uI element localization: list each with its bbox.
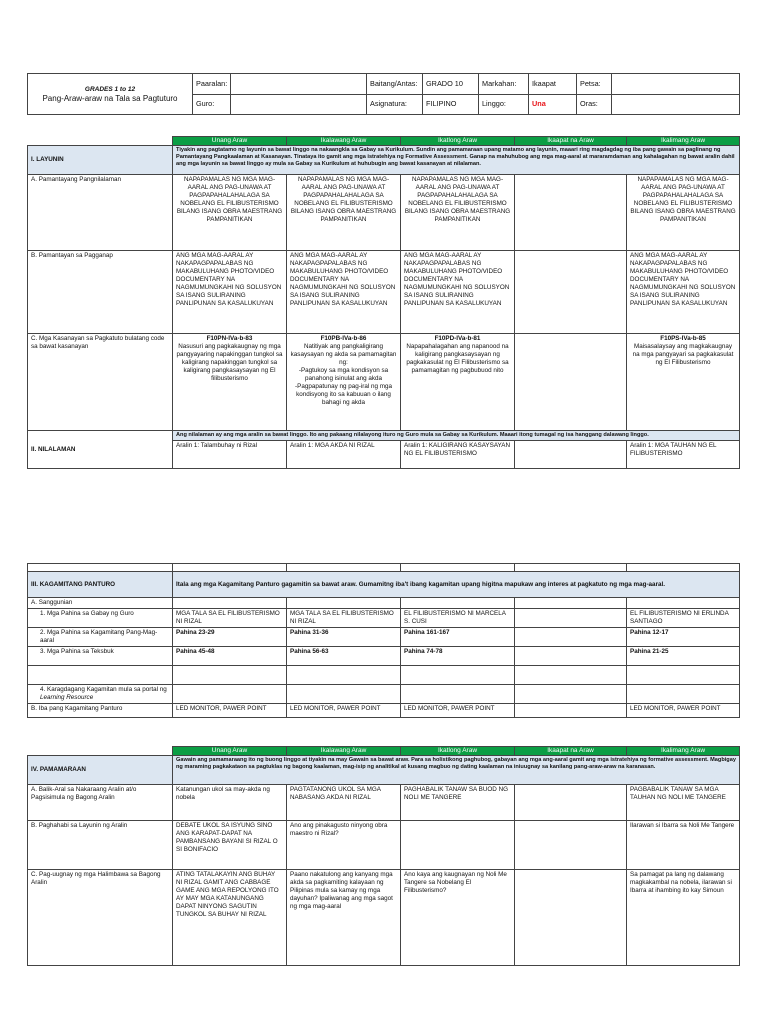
sanggunian-label: A. Sanggunian [28,598,173,609]
pag-uugnay-day-1: ATING TATALAKAYIN ANG BUHAY NI RIZAL GAMIT ANG CABBAGE GAME ANG MGA REPOLYONG ITO AY MAY MGA KATANUNGANG DAPAT NINYONG SAGUTIN TUNGKOL SA BUHAY NI RIZAL [173,870,287,966]
pagganap-day-1: ANG MGA MAG-AARAL AY NAKAPAGPAPALABAS NG MAKABULUHANG PHOTO/VIDEO DOCUMENTARY NA NAGMUMUNGKAHI NG SOLUSYON SA ISANG SULIRANING PANLIPUNAN SA KASALUKUYAN [173,251,287,334]
kagamitang-day-3: Pahina 161-167 [401,628,515,647]
gabay-day-3: EL FILIBUSTERISMO NI MARCELA S. CUSI [401,609,515,628]
balik-aral-day-2: PAGTATANONG UKOL SA MGA NABASANG AKDA NI RIZAL [287,785,401,821]
petsa-field[interactable] [612,74,740,95]
pangnilalaman-day-1: NAPAPAMALAS NG MGA MAG-AARAL ANG PAG-UNAWA AT PAGPAPAHALAHALAGA SA NOBELANG EL FILIBUSTERISMO BILANG ISANG OBRA MAESTRANG PAMPANITIKAN [173,175,287,251]
header-title-cell [28,74,193,115]
teksbuk-day-2: Pahina 56-63 [287,647,401,666]
nilalaman-heading: II. NILALAMAN [28,431,173,469]
paghahabi-label: B. Paghahabi sa Layunin ng Aralin [28,821,173,870]
day-header-2: Ikalawang Araw [287,137,401,146]
kagamitang-day-2: Pahina 31-36 [287,628,401,647]
teksbuk-day-3: Pahina 74-78 [401,647,515,666]
kagamitang-label: 2. Mga Pahina sa Kagamitang Pang-Mag-aaral [28,628,173,647]
layunin-table [27,136,740,469]
pagkatuto-day-2 [287,334,401,431]
day-header-1: Unang Araw [173,137,287,146]
pag-uugnay-day-2: Paano nakatulong ang kanyang mga akda sa pagkamiting kalayaan ng Pilipinas mula sa kamay ng mga dayuhan? Ipaliwanag ang mga sagot ng mga mag-aaral [287,870,401,966]
baitang-field[interactable]: GRADO 10 [423,74,479,95]
pagkatuto-code-3: F10PD-IVa-b-81 [434,335,481,342]
pagkatuto-text-1: Nasusuri ang pagkakaugnay ng mga pangyayaring napakinggan tungkol sa kaligirang napakinggan tungkol sa kaligirang pangkasaysayan ng El filibusterismo [176,343,283,382]
pangnilalaman-label: A. Pamantayang Pangnilalaman [28,175,173,251]
kagamitang-day-5: Pahina 12-17 [627,628,740,647]
baitang-label: Baitang/Antas: [367,74,423,95]
teksbuk-label: 3. Mga Pahina sa Teksbuk [28,647,173,666]
asignatura-field[interactable]: FILIPINO [423,94,479,115]
karagdagan-label-italic: Learning Resource [40,694,94,701]
pag-uugnay-day-3: Ano kaya ang kaugnayan ng Noli Me Tangere sa Nobelang El Filibusterismo? [401,870,515,966]
pagkatuto-day-1 [173,334,287,431]
pagkatuto-code-2: F10PB-IVa-b-86 [320,335,367,342]
gabay-day-4 [515,609,627,628]
iba-day-2: LED MONITOR, PAWER POINT [287,704,401,718]
gabay-day-5: EL FILIBUSTERISMO NI ERLINDA SANTIAGO [627,609,740,628]
day-header-2: Ikalawang Araw [287,747,401,756]
pangnilalaman-day-5: NAPAPAMALAS NG MGA MAG-AARAL ANG PAG-UNAWA AT PAGPAPAHALAHALAGA SA NOBELANG EL FILIBUSTERISMO BILANG ISANG OBRA MAESTRANG PAMPANITIKAN [627,175,740,251]
header-table [27,73,740,115]
paghahabi-day-2: Ano ang pinakagusto ninyong obra maestro ni Rizal? [287,821,401,870]
kagamitang-day-1: Pahina 23-29 [173,628,287,647]
pagkatuto-day-4 [515,334,627,431]
kagamitan-description: Itala ang mga Kagamitang Panturo gagamitin sa bawat araw. Gumamitng iba't ibang kagamitan upang higitna mapukaw ang interes at pagkatuto ng mga mag-aaral. [173,572,740,598]
nilalaman-description: Ang nilalaman ay ang mga aralin sa bawat linggo. Ito ang pakaang nilalayong ituro ng Guro mula sa Gabay sa Kurikulum. Maaari itong tumagal ng isa hanggang dalawang linggo. [173,431,740,441]
paghahabi-day-5: Ilarawan si Ibarra sa Noli Me Tangere [627,821,740,870]
pagganap-label: B. Pamantayan sa Pagganap [28,251,173,334]
pag-uugnay-label: C. Pag-uugnay ng mga Halimbawa sa Bagong Aralin [28,870,173,966]
grades-label: GRADES 1 to 12 [84,85,136,93]
paaralan-label: Paaralan: [193,74,231,95]
nilalaman-day-2: Aralin 1: MGA AKDA NI RIZAL [287,441,401,469]
karagdagan-label-main: 4. Karagdagang Kagamitan mula sa portal ng [40,686,167,693]
pamamaraan-description: Gawain ang pamamaraang ito ng buong linggo at tiyakin na may Gawain sa bawat araw. Para sa holistikong paghubog, gabayan ang mga ang-aaral gamit ang mga istratehiya ng formative assessment. Magbigay ng maraming pagkakataon sa pagtuklas ng bagong kaalaman, mag-isip ng analitikal at kusang magbuo ng dating kaalaman na iniuugnay sa kanilang pang-araw-araw na karanasan. [173,756,740,785]
nilalaman-day-4 [515,441,627,469]
pangnilalaman-day-2: NAPAPAMALAS NG MGA MAG-AARAL ANG PAG-UNAWA AT PAGPAPAHALAHALAGA SA NOBELANG EL FILIBUSTERISMO BILANG ISANG OBRA MAESTRANG PAMPANITIKAN [287,175,401,251]
day-header-3: Ikatlong Araw [401,747,515,756]
kagamitan-heading: III. KAGAMITANG PANTURO [28,572,173,598]
day-header-4: Ikaapat na Araw [515,747,627,756]
teksbuk-day-4 [515,647,627,666]
nilalaman-day-5: Aralin 1: MGA TAUHAN NG EL FILIBUSTERISMO [627,441,740,469]
balik-aral-day-5: PAGBABALIK TANAW SA MGA TAUHAN NG NOLI ME TANGERE [627,785,740,821]
balik-aral-day-3: PAGHABALIK TANAW SA BUOD NG NOLI ME TANGERE [401,785,515,821]
oras-label: Oras: [577,94,612,115]
balik-aral-day-4 [515,785,627,821]
markahan-field[interactable]: Ikaapat [529,74,577,95]
pagkatuto-text-2: Natitiyak ang pangkaligirang kasaysayan ng akda sa pamamagitan ng: -Pagtukoy sa mga kondisyon sa panahong isinulat ang akda -Pagpapatunay ng pag-iral ng mga kondisyong ito sa kabuuan o ilang bahagi ng akda [290,343,397,406]
day-header-1: Unang Araw [173,747,287,756]
teksbuk-day-5: Pahina 21-25 [627,647,740,666]
pagkatuto-label: C. Mga Kasanayan sa Pagkatuto bulatang code sa bawat kasanayan [28,334,173,431]
balik-aral-day-1: Katanungan ukol sa may-akda ng nobela [173,785,287,821]
pamamaraan-table [27,746,740,966]
pag-uugnay-day-4 [515,870,627,966]
pagkatuto-text-3: Napapahalagahan ang napanood na kaligirang pangkasaysayan ng pagkakasulat ng El Filibusterismo sa pamamagitan ng pagbubuod nito [406,343,509,374]
paghahabi-day-3 [401,821,515,870]
linggo-label: Linggo: [479,94,529,115]
pagkatuto-code-5: F10PS-IVa-b-85 [660,335,706,342]
layunin-heading: I. LAYUNIN [28,146,173,175]
pagganap-day-3: ANG MGA MAG-AARAL AY NAKAPAGPAPALABAS NG MAKABULUHANG PHOTO/VIDEO DOCUMENTARY NA NAGMUMUNGKAHI NG SOLUSYON SA ISANG SULIRANING PANLIPUNAN SA KASALUKUYAN [401,251,515,334]
guro-field[interactable] [231,94,367,115]
pangnilalaman-day-4 [515,175,627,251]
karagdagan-label [28,685,173,704]
pagganap-day-4 [515,251,627,334]
pamamaraan-heading: IV. PAMAMARAAN [28,756,173,785]
linggo-field[interactable]: Una [529,94,577,115]
oras-field[interactable] [612,94,740,115]
iba-label: B. Iba pang Kagamitang Panturo [28,704,173,718]
day-header-5: Ikalimang Araw [627,747,740,756]
pagkatuto-code-1: F10PN-IVa-b-83 [206,335,253,342]
layunin-description: Tiyakin ang pagtatamo ng layunin sa bawat linggo na nakaangkla sa Gabay sa Kurikulum. Sundin ang pamamaraan upang matamo ang layunin, maaari ring magdagdag ng iba pang gawain sa paglinang ng Pamantayang Pangkaalaman at Kasanayan. Tinataya ito gamit ang mga istratehiya ng Formative Assessment. Ganap na mahuhubog ang mga mag-aaral at mararamdaman ang kahalagahan ng bawat aralin dahil ang mga layunin sa bawat linggo ay mula sa Gabay sa Kurikulum at huhubugin ang bawat kasanayan at nilalaman. [173,146,740,175]
nilalaman-day-3: Aralin 1: KALIGIRANG KASAYSAYAN NG EL FILIBUSTERISMO [401,441,515,469]
iba-day-3: LED MONITOR, PAWER POINT [401,704,515,718]
iba-day-4 [515,704,627,718]
paghahabi-day-4 [515,821,627,870]
teksbuk-day-1: Pahina 45-48 [173,647,287,666]
guro-label: Guro: [193,94,231,115]
day-header-3: Ikatlong Araw [401,137,515,146]
gabay-day-2: MGA TALA SA EL FILIBUSTERISMO NI RIZAL [287,609,401,628]
gabay-label: 1. Mga Pahina sa Gabay ng Guro [28,609,173,628]
day-header-4: Ikaapat na Araw [515,137,627,146]
pagganap-day-2: ANG MGA MAG-AARAL AY NAKAPAGPAPALABAS NG MAKABULUHANG PHOTO/VIDEO DOCUMENTARY NA NAGMUMUNGKAHI NG SOLUSYON SA ISANG SULIRANING PANLIPUNAN SA KASALUKUYAN [287,251,401,334]
pagkatuto-day-5 [627,334,740,431]
kagamitang-day-4 [515,628,627,647]
paaralan-field[interactable] [231,74,367,95]
paghahabi-day-1: DEBATE UKOL SA ISYUNG SINO ANG KARAPAT-DAPAT NA PAMBANSANG BAYANI SI RIZAL O SI BONIFACIO [173,821,287,870]
pangnilalaman-day-3: NAPAPAMALAS NG MGA MAG-AARAL ANG PAG-UNAWA AT PAGPAPAHALAHALAGA SA NOBELANG EL FILIBUSTERISMO BILANG ISANG OBRA MAESTRANG PAMPANITIKAN [401,175,515,251]
day-header-5: Ikalimang Araw [627,137,740,146]
iba-day-1: LED MONITOR, PAWER POINT [173,704,287,718]
asignatura-label: Asignatura: [367,94,423,115]
pagganap-day-5: ANG MGA MAG-AARAL AY NAKAPAGPAPALABAS NG MAKABULUHANG PHOTO/VIDEO DOCUMENTARY NA NAGMUMUNGKAHI NG SOLUSYON SA ISANG SULIRANING PANLIPUNAN SA KASALUKUYAN [627,251,740,334]
pagkatuto-day-3 [401,334,515,431]
petsa-label: Petsa: [577,74,612,95]
gabay-day-1: MGA TALA SA EL FILIBUSTERISMO NI RIZAL [173,609,287,628]
pag-uugnay-day-5: Sa pamagat pa lang ng dalawang magkakambal na nobela, ilarawan si Ibarra at ihambing ito kay Simoun [627,870,740,966]
page-title: Pang-Araw-araw na Tala sa Pagtuturo [42,93,178,103]
nilalaman-day-1: Aralin 1: Talambuhay ni Rizal [173,441,287,469]
pagkatuto-text-5: Maisasalaysay ang magkakaugnay na mga pangyayari sa pagkakasulat ng El Filibusterismo [632,343,734,366]
kagamitan-table [27,563,740,718]
balik-aral-label: A. Balik-Aral sa Nakaraang Aralin at/o Pagsisimula ng Bagong Aralin [28,785,173,821]
markahan-label: Markahan: [479,74,529,95]
iba-day-5: LED MONITOR, PAWER POINT [627,704,740,718]
